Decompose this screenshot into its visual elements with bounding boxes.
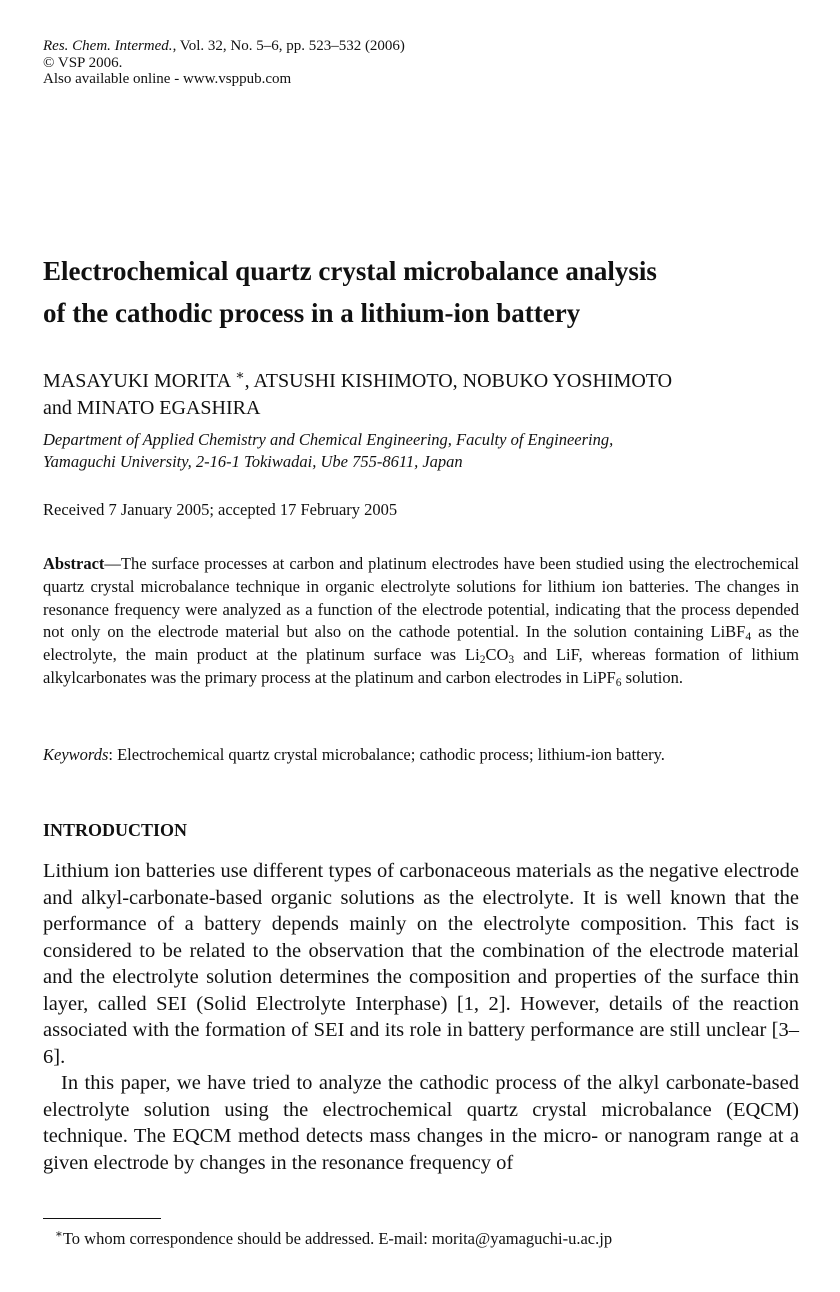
author-last: and MINATO EGASHIRA bbox=[43, 397, 261, 419]
title-line-2: of the cathodic process in a lithium-ion battery bbox=[43, 298, 581, 328]
author-list bbox=[43, 368, 799, 422]
abstract-subscript: 2 bbox=[479, 654, 486, 667]
affiliation-line-1: Department of Applied Chemistry and Chemical Engineering, Faculty of Engineering, bbox=[43, 430, 614, 449]
author-rest: , ATSUSHI KISHIMOTO, NOBUKO YOSHIMOTO bbox=[244, 370, 673, 392]
abstract-subscript: 3 bbox=[508, 654, 515, 667]
footnote-mark: ∗ bbox=[55, 1228, 63, 1241]
online-availability: Also available online - www.vsppub.com bbox=[43, 71, 292, 87]
section-heading-introduction: INTRODUCTION bbox=[43, 820, 188, 840]
body-paragraph-1: Lithium ion batteries use different types of carbonaceous materials as the negative electrode and alkyl-carbonate-based organic solutions as the electrolyte. It is well known that the performance of a battery depends mainly on the electrolyte composition. This fact is considered to be related to the observation that the combination of the electrode material and the electrolyte solution determines the composition and properties of the surface thin layer, called SEI (Solid Electrolyte Interphase) [1, 2]. However, details of the reaction associated with the formation of SEI and its role in battery performance are still unclear [3–6]. bbox=[43, 860, 799, 1068]
author-first: MASAYUKI MORITA bbox=[43, 370, 231, 392]
journal-citation: , Vol. 32, No. 5–6, pp. 523–532 (2006) bbox=[172, 38, 405, 54]
abstract-subscript: 4 bbox=[745, 631, 752, 644]
keywords-text: : Electrochemical quartz crystal microbalance; cathodic process; lithium-ion battery. bbox=[108, 745, 665, 764]
footnote-rule bbox=[43, 1218, 161, 1219]
paper-title bbox=[43, 250, 783, 334]
received-dates: Received 7 January 2005; accepted 17 February 2005 bbox=[43, 500, 398, 519]
footnote bbox=[55, 1228, 612, 1250]
abstract-text-3: CO bbox=[485, 645, 509, 665]
affiliation-line-2: Yamaguchi University, 2-16-1 Tokiwadai, Ube 755-8611, Japan bbox=[43, 452, 463, 471]
paper-page bbox=[43, 38, 800, 1248]
abstract bbox=[43, 553, 799, 690]
keywords-label: Keywords bbox=[43, 745, 109, 764]
abstract-subscript: 6 bbox=[615, 676, 622, 689]
citation-line bbox=[43, 38, 799, 55]
copyright-line: © VSP 2006. bbox=[43, 54, 123, 71]
abstract-text-4: and LiF, whereas formation of lithium alkylcarbonates was the primary process at the platinum and carbon electrodes in LiPF bbox=[43, 645, 799, 687]
abstract-label: Abstract bbox=[43, 554, 105, 573]
corresponding-mark: ∗ bbox=[235, 368, 245, 384]
introduction-body bbox=[43, 858, 799, 1176]
abstract-text-5: solution. bbox=[621, 667, 683, 687]
abstract-text-2: as the electrolyte, the main product at the platinum surface was Li bbox=[43, 622, 800, 665]
footnote-text: To whom correspondence should be addressed. E-mail: morita@yamaguchi-u.ac.jp bbox=[62, 1229, 613, 1248]
journal-header bbox=[43, 38, 799, 88]
title-line-1: Electrochemical quartz crystal microbalance analysis bbox=[43, 256, 657, 286]
journal-name: Res. Chem. Intermed. bbox=[43, 38, 173, 54]
abstract-text-1: —The surface processes at carbon and platinum electrodes have been studied using the electrochemical quartz crystal microbalance technique in organic electrolyte solutions for lithium ion batteries. The changes in resonance frequency were analyzed as a function of the electrode potential, indicating that the process depended not only on the electrode material but also on the cathode potential. In the solution containing LiBF bbox=[43, 554, 799, 642]
body-paragraph-2: In this paper, we have tried to analyze the cathodic process of the alkyl carbonate-based electrolyte solution using the electrochemical quartz crystal microbalance (EQCM) technique. The EQCM method detects mass changes in the micro- or nanogram range at a given electrode by changes in the resonance frequency of bbox=[43, 1072, 799, 1174]
affiliation bbox=[43, 429, 799, 473]
keywords bbox=[43, 744, 799, 766]
